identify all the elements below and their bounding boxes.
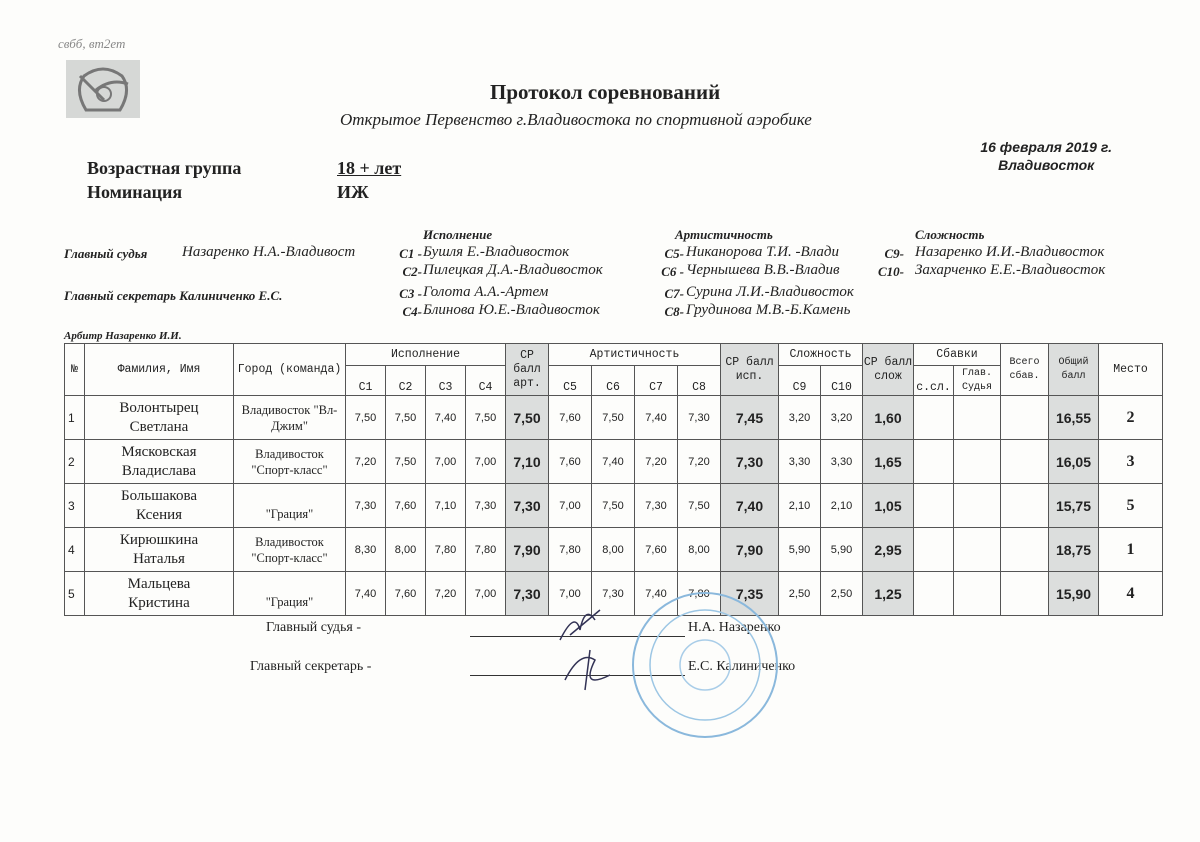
- judge-code: C4-: [402, 304, 422, 319]
- sign-secretary-label: Главный секретарь -: [250, 659, 372, 674]
- cell-avg-exec: [721, 440, 779, 484]
- avg: 7,40: [735, 497, 764, 514]
- cell-name: [85, 572, 234, 616]
- cell-diff-score: [821, 528, 863, 572]
- cell-number: [65, 484, 85, 528]
- score: 3,30: [830, 455, 853, 468]
- avg: 7,30: [513, 497, 541, 514]
- cell-place: [1099, 440, 1163, 484]
- cell-number: [65, 396, 85, 440]
- judge-code: C3 -: [399, 286, 422, 301]
- col-judge-1: C1: [346, 366, 386, 396]
- col-deductions-total: Всего сбав.: [1001, 344, 1049, 396]
- score: 7,50: [394, 411, 417, 424]
- row-number: 1: [68, 410, 75, 425]
- cell-name: [85, 440, 234, 484]
- score: 3,20: [830, 411, 853, 424]
- judge-code: C2-: [402, 264, 422, 279]
- cell-avg-diff: [863, 396, 914, 440]
- cell-art-score: [635, 440, 678, 484]
- score: 7,20: [354, 455, 377, 468]
- place: 1: [1126, 540, 1135, 558]
- city: Владивосток "Вл-: [241, 402, 338, 417]
- score: 7,60: [394, 587, 417, 600]
- avg: 2,95: [874, 541, 902, 558]
- score: 7,50: [602, 499, 624, 512]
- score: 7,50: [354, 411, 377, 424]
- cell-art-score: [635, 528, 678, 572]
- score: 7,80: [434, 543, 457, 556]
- first-name: Ксения: [135, 506, 183, 523]
- row-number: 2: [68, 454, 75, 469]
- col-execution: Исполнение: [346, 344, 506, 366]
- cell-ded-chief: [954, 528, 1001, 572]
- cell-ded-difficulty: [914, 528, 954, 572]
- score: 8,00: [688, 543, 710, 556]
- table-row: [65, 528, 1163, 572]
- place: 5: [1126, 496, 1135, 514]
- score: 7,30: [474, 499, 497, 512]
- cell-exec-score: [466, 572, 506, 616]
- judge-code: C6 -: [661, 264, 684, 279]
- cell-ded-chief: [954, 572, 1001, 616]
- cell-art-score: [635, 396, 678, 440]
- sign-judge-label: Главный судья -: [266, 620, 361, 635]
- date: 16 февраля 2019 г.: [980, 139, 1112, 155]
- chief-secretary: Главный секретарь Калиниченко Е.С.: [64, 288, 283, 303]
- total: 16,05: [1055, 453, 1092, 470]
- place: Владивосток: [998, 157, 1095, 173]
- judge-code: C1 -: [399, 246, 422, 261]
- col-judge-6: C6: [592, 366, 635, 396]
- cell-exec-score: [346, 528, 386, 572]
- judge-name: Захарченко Е.Е.-Владивосток: [915, 262, 1106, 278]
- judge-name: Голота А.А.-Артем: [423, 284, 549, 300]
- score: 8,00: [394, 543, 417, 556]
- col-avg-exec: СР балл исп.: [721, 344, 779, 396]
- cell-city: [234, 396, 346, 440]
- surname: Мальцева: [127, 575, 191, 592]
- cell-art-score: [592, 396, 635, 440]
- cell-place: [1099, 484, 1163, 528]
- avg: 1,65: [874, 453, 902, 470]
- chief-judge-value: Назаренко Н.А.-Владивост: [182, 244, 356, 260]
- cell-exec-score: [426, 572, 466, 616]
- panel-artistry-title: Артистичность: [675, 227, 773, 242]
- federation-logo: [66, 60, 140, 118]
- cell-art-score: [678, 484, 721, 528]
- score: 7,80: [474, 543, 497, 556]
- score: 7,50: [394, 455, 417, 468]
- col-judge-9: C9: [779, 366, 821, 396]
- cell-number: [65, 440, 85, 484]
- team: "Грация": [265, 506, 314, 521]
- cell-avg-diff: [863, 484, 914, 528]
- cell-city: [234, 440, 346, 484]
- col-ded-chief: Глав. Судья: [954, 366, 1001, 396]
- table-row: [65, 396, 1163, 440]
- cell-exec-score: [426, 440, 466, 484]
- avg: 7,35: [735, 585, 764, 602]
- cell-diff-score: [779, 528, 821, 572]
- cell-exec-score: [466, 440, 506, 484]
- judge-name: Назаренко И.И.-Владивосток: [915, 244, 1105, 260]
- avg: 1,25: [874, 585, 902, 602]
- cell-ded-chief: [954, 440, 1001, 484]
- cell-ded-difficulty: [914, 440, 954, 484]
- score: 7,00: [559, 587, 581, 600]
- score: 7,30: [688, 411, 710, 424]
- cell-ded-difficulty: [914, 484, 954, 528]
- col-judge-3: C3: [426, 366, 466, 396]
- score: 7,40: [434, 411, 457, 424]
- cell-name: [85, 396, 234, 440]
- score: 7,20: [688, 455, 710, 468]
- cell-exec-score: [386, 396, 426, 440]
- score: 7,80: [688, 587, 710, 600]
- col-avg-art: СР балл арт.: [506, 344, 549, 396]
- score: 7,60: [394, 499, 417, 512]
- judge-code: C8-: [664, 304, 684, 319]
- cell-exec-score: [346, 484, 386, 528]
- judge-code: C5-: [664, 246, 684, 261]
- score: 7,50: [602, 411, 624, 424]
- score: 3,20: [788, 411, 811, 424]
- col-judge-5: C5: [549, 366, 592, 396]
- col-judge-8: C8: [678, 366, 721, 396]
- surname: Большакова: [120, 487, 198, 504]
- avg: 7,90: [513, 541, 541, 558]
- nomination-label: Номинация: [87, 182, 183, 202]
- col-ded-difficulty: с.сл.: [914, 366, 954, 396]
- cell-avg-exec: [721, 396, 779, 440]
- cell-avg-exec: [721, 484, 779, 528]
- cell-total: [1049, 484, 1099, 528]
- score: 7,20: [645, 455, 667, 468]
- cell-exec-score: [466, 396, 506, 440]
- score: 7,40: [602, 455, 624, 468]
- cell-exec-score: [386, 440, 426, 484]
- results-table: [64, 343, 1163, 616]
- date-place: [980, 138, 1112, 174]
- cell-diff-score: [779, 484, 821, 528]
- table-row: [65, 484, 1163, 528]
- cell-exec-score: [346, 572, 386, 616]
- cell-total: [1049, 396, 1099, 440]
- team: "Спорт-класс": [251, 550, 328, 565]
- cell-city: [234, 484, 346, 528]
- score: 7,00: [474, 587, 497, 600]
- cell-art-score: [549, 528, 592, 572]
- cell-ded-difficulty: [914, 572, 954, 616]
- cell-ded-difficulty: [914, 396, 954, 440]
- judge-name: Бушля Е.-Владивосток: [423, 244, 570, 260]
- score: 7,10: [434, 499, 457, 512]
- cell-diff-score: [821, 484, 863, 528]
- judge-code: C10-: [878, 264, 904, 279]
- cell-avg-diff: [863, 572, 914, 616]
- cell-avg-art: [506, 484, 549, 528]
- judge-name: Пилецкая Д.А.-Владивосток: [423, 262, 603, 278]
- cell-total: [1049, 440, 1099, 484]
- score: 7,30: [354, 499, 377, 512]
- avg: 7,50: [513, 409, 541, 426]
- col-judge-7: C7: [635, 366, 678, 396]
- cell-number: [65, 528, 85, 572]
- score: 8,30: [354, 543, 377, 556]
- team: "Грация": [265, 594, 314, 609]
- col-name: Фамилия, Имя: [85, 344, 234, 396]
- cell-exec-score: [346, 440, 386, 484]
- cell-ded-total: [1001, 484, 1049, 528]
- competition-name: Открытое Первенство г.Владивостока по спортивной аэробике: [340, 110, 812, 129]
- avg: 7,30: [513, 585, 541, 602]
- score: 2,50: [788, 587, 811, 600]
- cell-number: [65, 572, 85, 616]
- cell-art-score: [635, 484, 678, 528]
- nomination-value: ИЖ: [337, 182, 369, 202]
- avg: 7,45: [735, 409, 764, 426]
- cell-place: [1099, 396, 1163, 440]
- table-row: [65, 440, 1163, 484]
- cell-ded-total: [1001, 396, 1049, 440]
- cell-exec-score: [346, 396, 386, 440]
- panel-difficulty-title: Сложность: [915, 227, 985, 242]
- total: 18,75: [1055, 541, 1092, 558]
- score: 3,30: [788, 455, 811, 468]
- col-artistry: Артистичность: [549, 344, 721, 366]
- col-total: Общий балл: [1049, 344, 1099, 396]
- cell-place: [1099, 528, 1163, 572]
- row-number: 3: [68, 498, 75, 513]
- score: 7,40: [645, 587, 667, 600]
- cell-exec-score: [426, 528, 466, 572]
- col-judge-2: C2: [386, 366, 426, 396]
- score: 7,00: [559, 499, 581, 512]
- city: Владивосток: [255, 534, 324, 549]
- avg: 7,10: [513, 453, 541, 470]
- score: 7,40: [354, 587, 377, 600]
- cell-avg-exec: [721, 528, 779, 572]
- score: 7,30: [602, 587, 624, 600]
- surname: Кирюшкина: [119, 531, 199, 548]
- score: 7,00: [474, 455, 497, 468]
- judge-code: C7-: [664, 286, 684, 301]
- score: 7,40: [645, 411, 667, 424]
- cell-art-score: [592, 440, 635, 484]
- score: 8,00: [602, 543, 624, 556]
- score: 7,20: [434, 587, 457, 600]
- row-number: 4: [68, 542, 75, 557]
- first-name: Кристина: [128, 594, 190, 611]
- row-number: 5: [68, 586, 75, 601]
- cell-name: [85, 528, 234, 572]
- col-judge-4: C4: [466, 366, 506, 396]
- cell-exec-score: [466, 484, 506, 528]
- score: 7,60: [645, 543, 667, 556]
- first-name: Светлана: [129, 418, 189, 435]
- col-avg-diff: СР балл слож: [863, 344, 914, 396]
- first-name: Наталья: [133, 550, 185, 567]
- arbiter: Арбитр Назаренко И.И.: [64, 330, 182, 342]
- col-judge-10: C10: [821, 366, 863, 396]
- judge-name: Чернышева В.В.-Владив: [686, 262, 840, 278]
- total: 15,90: [1055, 585, 1092, 602]
- score: 7,80: [559, 543, 581, 556]
- cell-diff-score: [821, 572, 863, 616]
- judge-code: C9-: [884, 246, 904, 261]
- score: 2,10: [830, 499, 853, 512]
- cell-exec-score: [386, 572, 426, 616]
- score: 7,60: [559, 455, 581, 468]
- cell-diff-score: [821, 440, 863, 484]
- sign-judge-name: Н.А. Назаренко: [688, 620, 781, 635]
- age-group-value: 18 + лет: [337, 158, 402, 178]
- col-place: Место: [1099, 344, 1163, 396]
- cell-ded-chief: [954, 484, 1001, 528]
- col-city: Город (команда): [234, 344, 346, 396]
- cell-art-score: [549, 440, 592, 484]
- team: Джим": [271, 418, 308, 433]
- cell-art-score: [592, 528, 635, 572]
- cell-exec-score: [426, 396, 466, 440]
- cell-art-score: [678, 396, 721, 440]
- cell-art-score: [549, 484, 592, 528]
- cell-diff-score: [779, 440, 821, 484]
- score: 2,10: [788, 499, 811, 512]
- team: "Спорт-класс": [251, 462, 328, 477]
- cell-avg-art: [506, 396, 549, 440]
- cell-exec-score: [386, 484, 426, 528]
- cell-total: [1049, 572, 1099, 616]
- col-difficulty: Сложность: [779, 344, 863, 366]
- cell-art-score: [549, 396, 592, 440]
- panel-execution-title: Исполнение: [423, 227, 493, 242]
- place: 2: [1126, 408, 1135, 426]
- surname: Волонтырец: [119, 399, 199, 416]
- city: Владивосток: [255, 446, 324, 461]
- avg: 7,30: [735, 453, 764, 470]
- chief-judge-label: Главный судья: [64, 246, 148, 261]
- cell-art-score: [678, 528, 721, 572]
- score: 5,90: [830, 543, 853, 556]
- cell-exec-score: [386, 528, 426, 572]
- total: 16,55: [1055, 409, 1092, 426]
- score: 7,50: [688, 499, 710, 512]
- cell-total: [1049, 528, 1099, 572]
- col-deductions: Сбавки: [914, 344, 1001, 366]
- cell-art-score: [592, 484, 635, 528]
- place: 3: [1126, 452, 1135, 470]
- cell-diff-score: [821, 396, 863, 440]
- cell-exec-score: [426, 484, 466, 528]
- cell-city: [234, 572, 346, 616]
- cell-name: [85, 484, 234, 528]
- cell-city: [234, 528, 346, 572]
- cell-avg-diff: [863, 440, 914, 484]
- avg: 1,05: [874, 497, 902, 514]
- cell-avg-art: [506, 528, 549, 572]
- cell-ded-chief: [954, 396, 1001, 440]
- surname: Мясковская: [121, 443, 197, 460]
- cell-avg-diff: [863, 528, 914, 572]
- judge-name: Сурина Л.И.-Владивосток: [686, 284, 854, 300]
- total: 15,75: [1055, 497, 1092, 514]
- score: 5,90: [788, 543, 811, 556]
- first-name: Владислава: [121, 462, 197, 479]
- cell-exec-score: [466, 528, 506, 572]
- handwritten-note: свбб, вт2ет: [58, 36, 126, 51]
- place: 4: [1126, 584, 1135, 602]
- score: 7,50: [474, 411, 497, 424]
- cell-place: [1099, 572, 1163, 616]
- judge-name: Никанорова Т.И. -Влади: [686, 244, 840, 260]
- cell-diff-score: [779, 396, 821, 440]
- cell-avg-art: [506, 440, 549, 484]
- judge-name: Блинова Ю.Е.-Владивосток: [423, 302, 600, 318]
- score: 7,30: [645, 499, 667, 512]
- cell-ded-total: [1001, 440, 1049, 484]
- cell-ded-total: [1001, 572, 1049, 616]
- sign-secretary-name: Е.С. Калиниченко: [688, 659, 796, 674]
- age-group-label: Возрастная группа: [87, 158, 242, 178]
- avg: 7,90: [735, 541, 764, 558]
- cell-ded-total: [1001, 528, 1049, 572]
- score: 2,50: [830, 587, 853, 600]
- score: 7,00: [434, 455, 457, 468]
- score: 7,60: [559, 411, 581, 424]
- judge-name: Грудинова М.В.-Б.Камень: [686, 302, 851, 318]
- cell-art-score: [678, 440, 721, 484]
- col-no: №: [65, 344, 85, 396]
- page-title: Протокол соревнований: [490, 80, 721, 104]
- avg: 1,60: [874, 409, 902, 426]
